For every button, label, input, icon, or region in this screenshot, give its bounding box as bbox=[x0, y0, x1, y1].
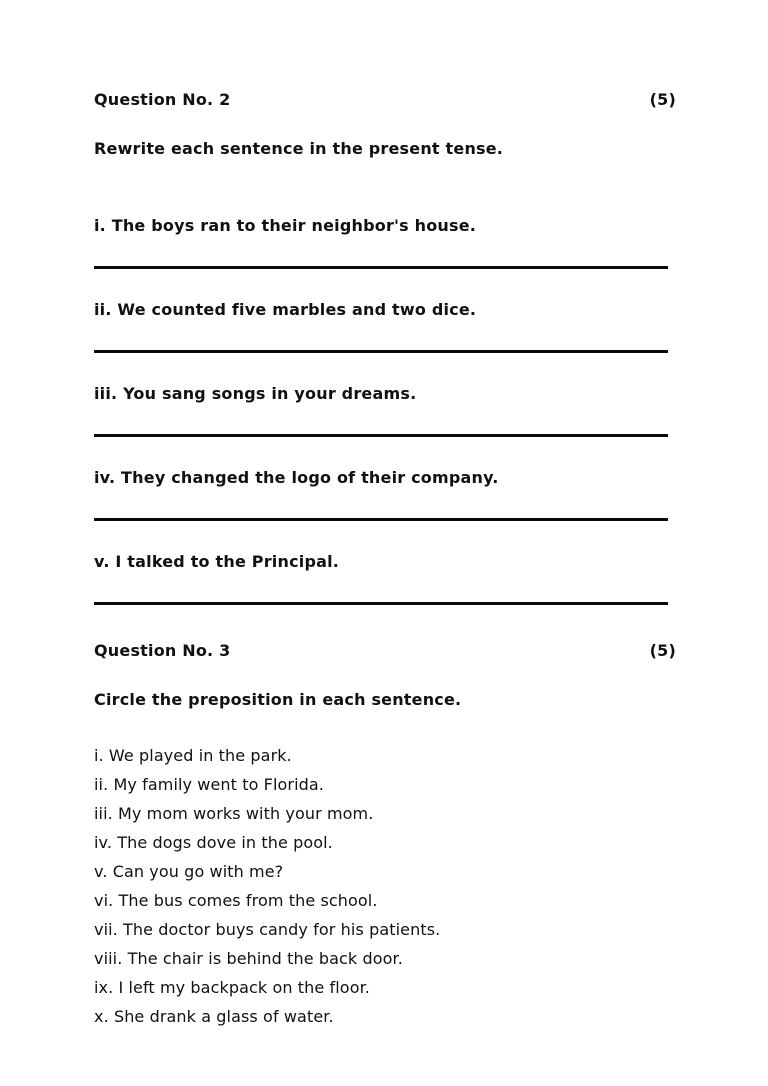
question-2-marks: (5) bbox=[649, 90, 676, 109]
question-2-items bbox=[94, 216, 676, 605]
rewrite-sentence-1: i. The boys ran to their neighbor's house. bbox=[94, 216, 477, 235]
question-2-heading-row bbox=[94, 90, 676, 109]
preposition-sentence-3: iii. My mom works with your mom. bbox=[94, 804, 374, 823]
preposition-sentence-4: iv. The dogs dove in the pool. bbox=[94, 833, 333, 852]
question-3-title: Question No. 3 bbox=[94, 641, 231, 660]
preposition-sentence-5: v. Can you go with me? bbox=[94, 862, 284, 881]
question-2-title: Question No. 2 bbox=[94, 90, 231, 109]
preposition-sentence-6: vi. The bus comes from the school. bbox=[94, 891, 378, 910]
question-3-marks: (5) bbox=[649, 641, 676, 660]
rewrite-sentence-3: iii. You sang songs in your dreams. bbox=[94, 384, 417, 403]
rewrite-sentence-2: ii. We counted five marbles and two dice. bbox=[94, 300, 477, 319]
preposition-sentence-2: ii. My family went to Florida. bbox=[94, 775, 324, 794]
answer-line-1 bbox=[94, 266, 668, 269]
preposition-sentence-10: x. She drank a glass of water. bbox=[94, 1007, 334, 1026]
question-3-instruction: Circle the preposition in each sentence. bbox=[94, 690, 462, 709]
question-2-instruction: Rewrite each sentence in the present tense. bbox=[94, 139, 504, 158]
preposition-sentence-7: vii. The doctor buys candy for his patients. bbox=[94, 920, 441, 939]
preposition-sentence-1: i. We played in the park. bbox=[94, 746, 292, 765]
preposition-sentence-8: viii. The chair is behind the back door. bbox=[94, 949, 403, 968]
answer-line-2 bbox=[94, 350, 668, 353]
question-3-items bbox=[94, 741, 676, 1031]
worksheet-content bbox=[94, 90, 676, 1031]
answer-line-5 bbox=[94, 602, 668, 605]
preposition-sentence-9: ix. I left my backpack on the floor. bbox=[94, 978, 370, 997]
answer-line-4 bbox=[94, 518, 668, 521]
rewrite-sentence-5: v. I talked to the Principal. bbox=[94, 552, 340, 571]
rewrite-sentence-4: iv. They changed the logo of their company. bbox=[94, 468, 499, 487]
question-3-heading-row bbox=[94, 641, 676, 660]
answer-line-3 bbox=[94, 434, 668, 437]
